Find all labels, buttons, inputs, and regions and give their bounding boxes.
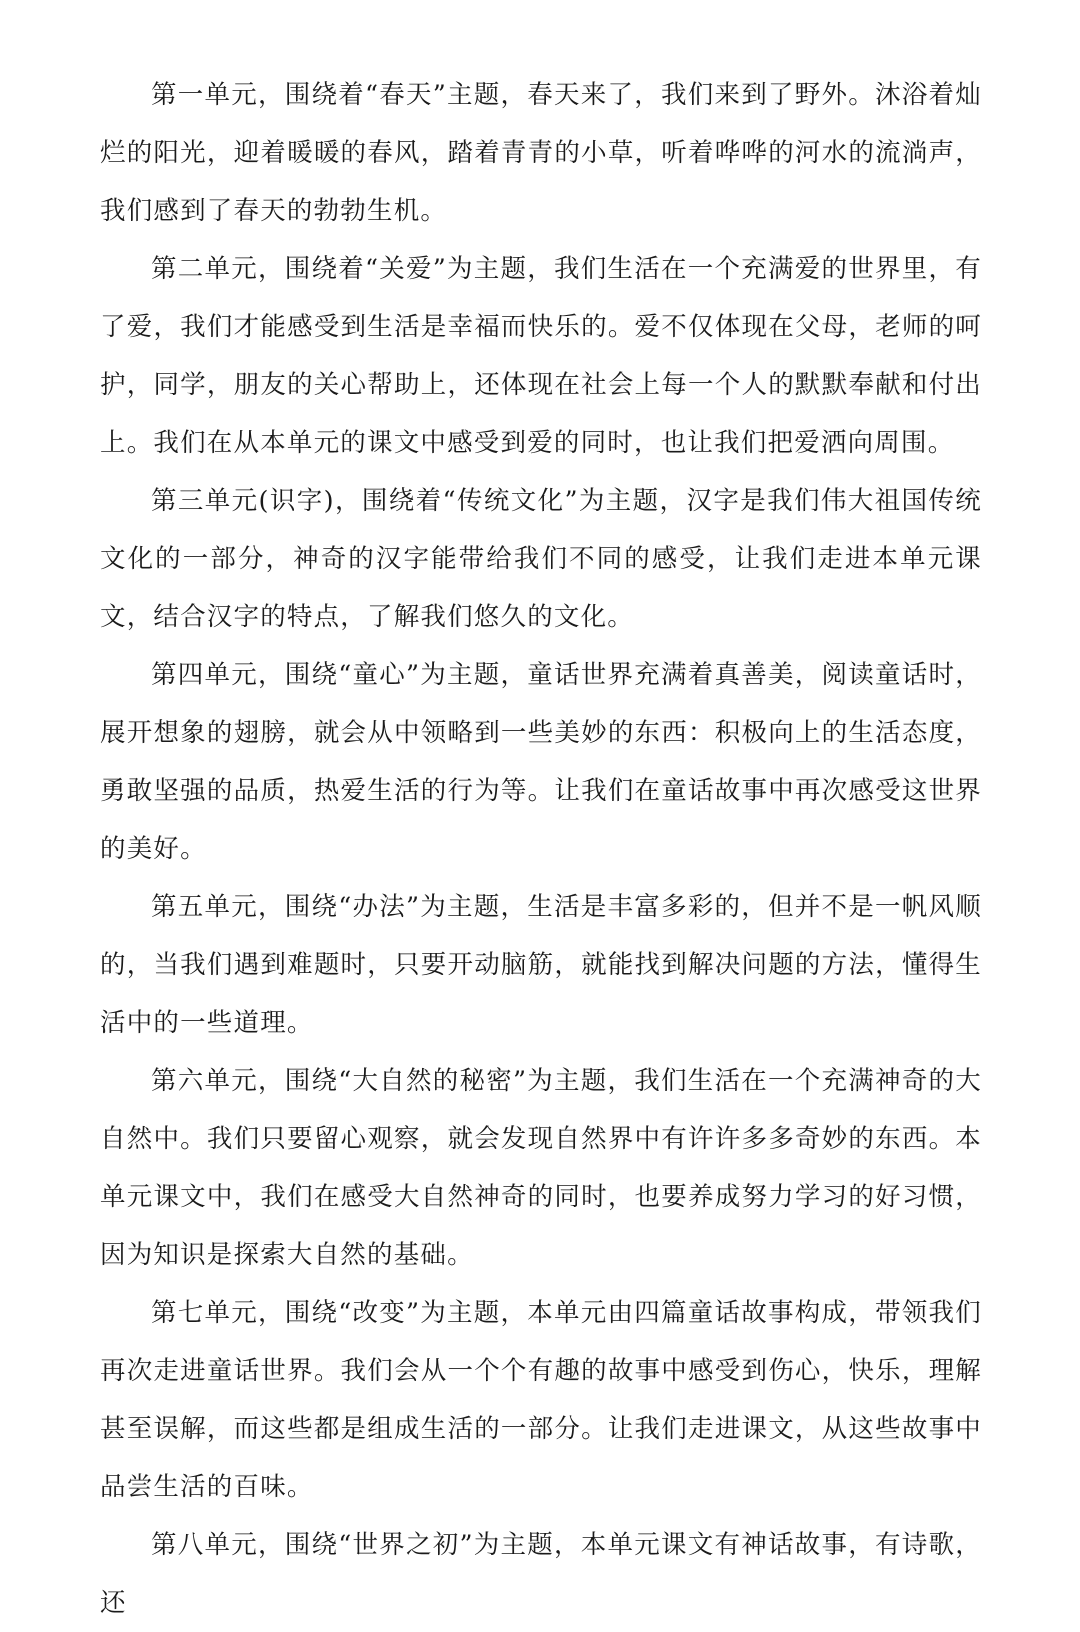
document-body [100, 66, 982, 1632]
paragraph-unit-8: 第八单元，围绕“世界之初”为主题，本单元课文有神话故事，有诗歌，还 [100, 1530, 982, 1618]
paragraph-unit-5: 第五单元，围绕“办法”为主题，生活是丰富多彩的，但并不是一帆风顺的，当我们遇到难题时，只要开动脑筋，就能找到解决问题的方法，懂得生活中的一些道理。 [100, 892, 982, 1038]
paragraph-unit-1: 第一单元，围绕着“春天”主题，春天来了，我们来到了野外。沐浴着灿烂的阳光，迎着暖暖的春风，踏着青青的小草，听着哗哗的河水的流淌声，我们感到了春天的勃勃生机。 [100, 80, 982, 226]
paragraph-unit-3: 第三单元(识字)，围绕着“传统文化”为主题，汉字是我们伟大祖国传统文化的一部分，神奇的汉字能带给我们不同的感受，让我们走进本单元课文，结合汉字的特点，了解我们悠久的文化。 [100, 486, 982, 632]
paragraph-unit-6: 第六单元，围绕“大自然的秘密”为主题，我们生活在一个充满神奇的大自然中。我们只要留心观察，就会发现自然界中有许许多多奇妙的东西。本单元课文中，我们在感受大自然神奇的同时，也要养成努力学习的好习惯，因为知识是探索大自然的基础。 [100, 1066, 982, 1270]
paragraph-unit-4: 第四单元，围绕“童心”为主题，童话世界充满着真善美，阅读童话时，展开想象的翅膀，就会从中领略到一些美妙的东西：积极向上的生活态度，勇敢坚强的品质，热爱生活的行为等。让我们在童话故事中再次感受这世界的美好。 [100, 660, 982, 864]
paragraph-unit-7: 第七单元，围绕“改变”为主题，本单元由四篇童话故事构成，带领我们再次走进童话世界。我们会从一个个有趣的故事中感受到伤心，快乐，理解甚至误解，而这些都是组成生活的一部分。让我们走进课文，从这些故事中品尝生活的百味。 [100, 1298, 982, 1502]
paragraph-unit-2: 第二单元，围绕着“关爱”为主题，我们生活在一个充满爱的世界里，有了爱，我们才能感受到生活是幸福而快乐的。爱不仅体现在父母，老师的呵护，同学，朋友的关心帮助上，还体现在社会上每一个人的默默奉献和付出上。我们在从本单元的课文中感受到爱的同时，也让我们把爱洒向周围。 [100, 254, 982, 458]
